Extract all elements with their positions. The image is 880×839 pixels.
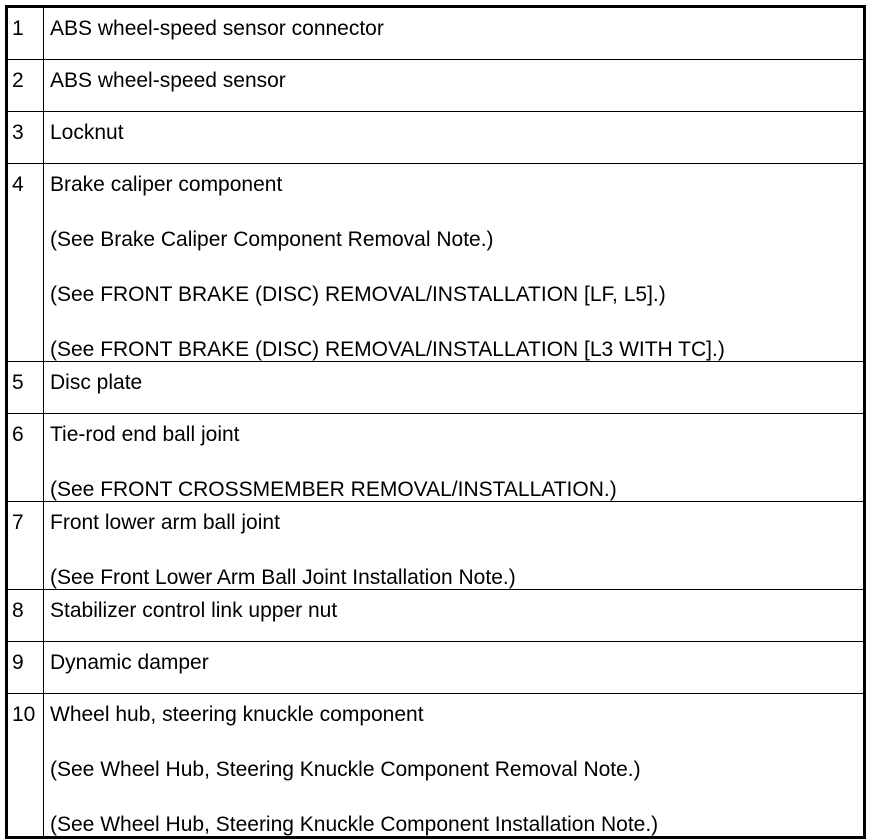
item-name: Front lower arm ball joint	[50, 511, 280, 534]
table-row	[7, 60, 865, 112]
item-note: (See FRONT BRAKE (DISC) REMOVAL/INSTALLATION [LF, L5].)	[50, 283, 666, 306]
item-name: Dynamic damper	[50, 651, 209, 674]
item-note: (See Wheel Hub, Steering Knuckle Component Removal Note.)	[50, 758, 641, 781]
item-description-cell	[44, 694, 865, 838]
item-note: (See Front Lower Arm Ball Joint Installation Note.)	[50, 566, 516, 589]
item-description-cell	[44, 590, 865, 642]
item-number: 2	[7, 60, 44, 112]
table-row	[7, 590, 865, 642]
item-description-cell	[44, 112, 865, 164]
item-number: 6	[7, 414, 44, 502]
table-row	[7, 164, 865, 362]
table-row	[7, 112, 865, 164]
item-note: (See Wheel Hub, Steering Knuckle Component Installation Note.)	[50, 813, 659, 836]
item-note: (See Brake Caliper Component Removal Note.)	[50, 228, 494, 251]
item-number: 10	[7, 694, 44, 838]
item-name: Stabilizer control link upper nut	[50, 599, 338, 622]
parts-table-body	[7, 7, 865, 838]
item-description-cell	[44, 164, 865, 362]
item-description-cell	[44, 642, 865, 694]
item-description-cell	[44, 362, 865, 414]
table-row	[7, 694, 865, 838]
table-row	[7, 362, 865, 414]
item-description-cell	[44, 60, 865, 112]
item-name: ABS wheel-speed sensor connector	[50, 17, 384, 40]
item-number: 1	[7, 7, 44, 60]
table-row	[7, 502, 865, 590]
item-number: 7	[7, 502, 44, 590]
table-row	[7, 7, 865, 60]
parts-table	[5, 5, 866, 839]
item-number: 8	[7, 590, 44, 642]
table-row	[7, 642, 865, 694]
item-number: 5	[7, 362, 44, 414]
item-name: ABS wheel-speed sensor	[50, 69, 286, 92]
item-number: 4	[7, 164, 44, 362]
item-description-cell	[44, 502, 865, 590]
item-name: Disc plate	[50, 371, 143, 394]
item-number: 9	[7, 642, 44, 694]
item-name: Tie-rod end ball joint	[50, 423, 240, 446]
item-note: (See FRONT CROSSMEMBER REMOVAL/INSTALLATION.)	[50, 478, 617, 501]
item-note: (See FRONT BRAKE (DISC) REMOVAL/INSTALLATION [L3 WITH TC].)	[50, 338, 725, 361]
item-description-cell	[44, 7, 865, 60]
item-name: Wheel hub, steering knuckle component	[50, 703, 424, 726]
item-description-cell	[44, 414, 865, 502]
item-name: Locknut	[50, 121, 124, 144]
item-number: 3	[7, 112, 44, 164]
item-name: Brake caliper component	[50, 173, 283, 196]
table-row	[7, 414, 865, 502]
